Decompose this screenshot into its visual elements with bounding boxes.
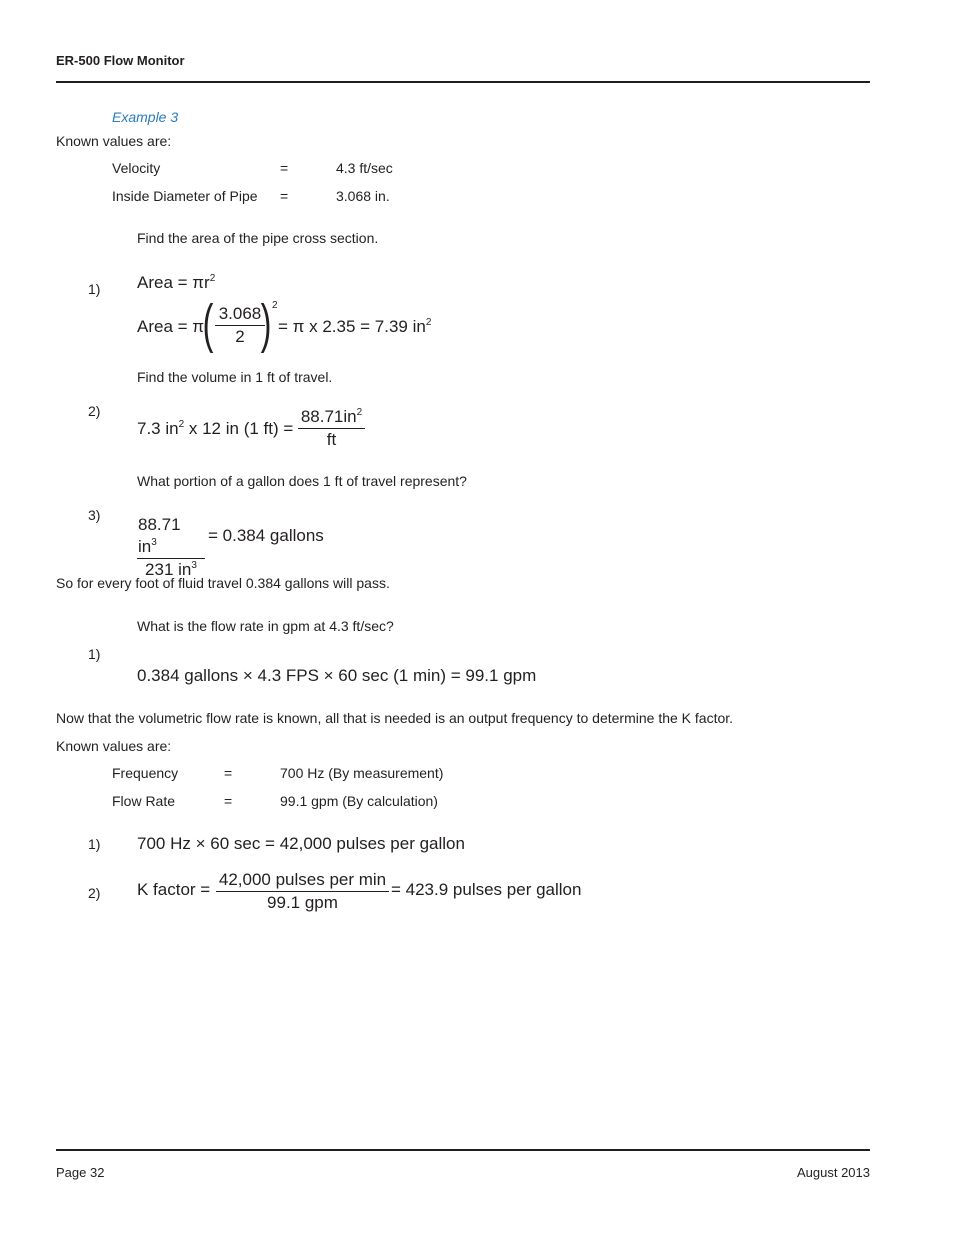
known-label-frequency: Frequency: [112, 765, 179, 781]
portion-question: What portion of a gallon does 1 ft of travel represent?: [137, 473, 467, 489]
known-label-velocity: Velocity: [112, 160, 161, 176]
gallons-fraction: [137, 514, 205, 581]
fraction-numerator: $88.71in^2$: [298, 406, 365, 429]
known-eq-frequency: =: [224, 765, 233, 781]
pulses-equation: 700 Hz × 60 sec = 42,000 pulses per gallon: [137, 834, 465, 853]
known-value-diameter: 3.068 in.: [336, 188, 390, 204]
known-eq-flow-rate: =: [224, 793, 233, 809]
fraction-denominator: 231 $in^3$: [145, 560, 197, 579]
step-number: 1): [88, 281, 101, 297]
find-volume-text: Find the volume in 1 ft of travel.: [137, 369, 333, 385]
fraction-denominator: 99.1 gpm: [267, 893, 338, 912]
fraction-numerator: 3.068: [215, 303, 265, 326]
kfactor-lhs: K factor =: [137, 880, 211, 899]
step-number: 3): [88, 507, 101, 523]
known-label-diameter: Inside Diameter of Pipe: [112, 188, 258, 204]
known-values-intro: Known values are:: [56, 133, 172, 149]
find-area-text: Find the area of the pipe cross section.: [137, 230, 379, 246]
fraction-numerator: 88.71 $in^3$: [137, 514, 205, 559]
left-paren: (: [202, 294, 214, 354]
known-value-velocity: 4.3 ft/sec: [336, 160, 393, 176]
known-eq-velocity: =: [280, 160, 289, 176]
document-header-title: ER-500 Flow Monitor: [56, 53, 185, 68]
flow-equation: 0.384 gallons × 4.3 FPS × 60 sec (1 min) = 99.1 gpm: [137, 666, 537, 685]
known-value-flow-rate: 99.1 gpm (By calculation): [280, 793, 438, 809]
known-values-intro: Known values are:: [56, 738, 172, 754]
flow-question: What is the flow rate in gpm at 4.3 ft/sec?: [137, 618, 394, 634]
footer-date: August 2013: [796, 1165, 870, 1180]
fraction-numerator: 42,000 pulses per min: [216, 869, 389, 892]
area-lhs: Area = π: [137, 317, 205, 336]
step-number: 1): [88, 836, 101, 852]
volume-lhs: 7.3 $in^2$ x 12 in (1 ft) =: [137, 419, 294, 438]
fraction-denominator: 2: [235, 327, 245, 346]
area-result: = π x 2.35 = 7.39 $in^2$: [278, 317, 432, 336]
page-number: Page 32: [56, 1165, 105, 1180]
kfactor-fraction: [216, 869, 389, 914]
paren-exponent: 2: [272, 300, 278, 311]
volume-fraction: [298, 406, 365, 451]
known-value-frequency: 700 Hz (By measurement): [280, 765, 444, 781]
step-number: 2): [88, 403, 101, 419]
example-title: Example 3: [112, 109, 179, 125]
step-number: 1): [88, 646, 101, 662]
diameter-fraction: [215, 303, 265, 348]
header-rule: [56, 81, 870, 83]
kfactor-result: = 423.9 pulses per gallon: [391, 880, 582, 899]
summary-text: So for every foot of fluid travel 0.384 gallons will pass.: [56, 575, 390, 591]
right-paren: ): [260, 294, 272, 354]
fraction-denominator: ft: [326, 430, 337, 449]
area-formula: Area = $\pi r^2$: [137, 273, 216, 292]
kfactor-intro: Now that the volumetric flow rate is known, all that is needed is an output frequency to determine the K factor.: [56, 710, 734, 726]
known-label-flow-rate: Flow Rate: [112, 793, 176, 809]
gallons-result: = 0.384 gallons: [208, 526, 324, 545]
step-number: 2): [88, 885, 101, 901]
known-eq-diameter: =: [280, 188, 289, 204]
footer-rule: [56, 1149, 870, 1151]
